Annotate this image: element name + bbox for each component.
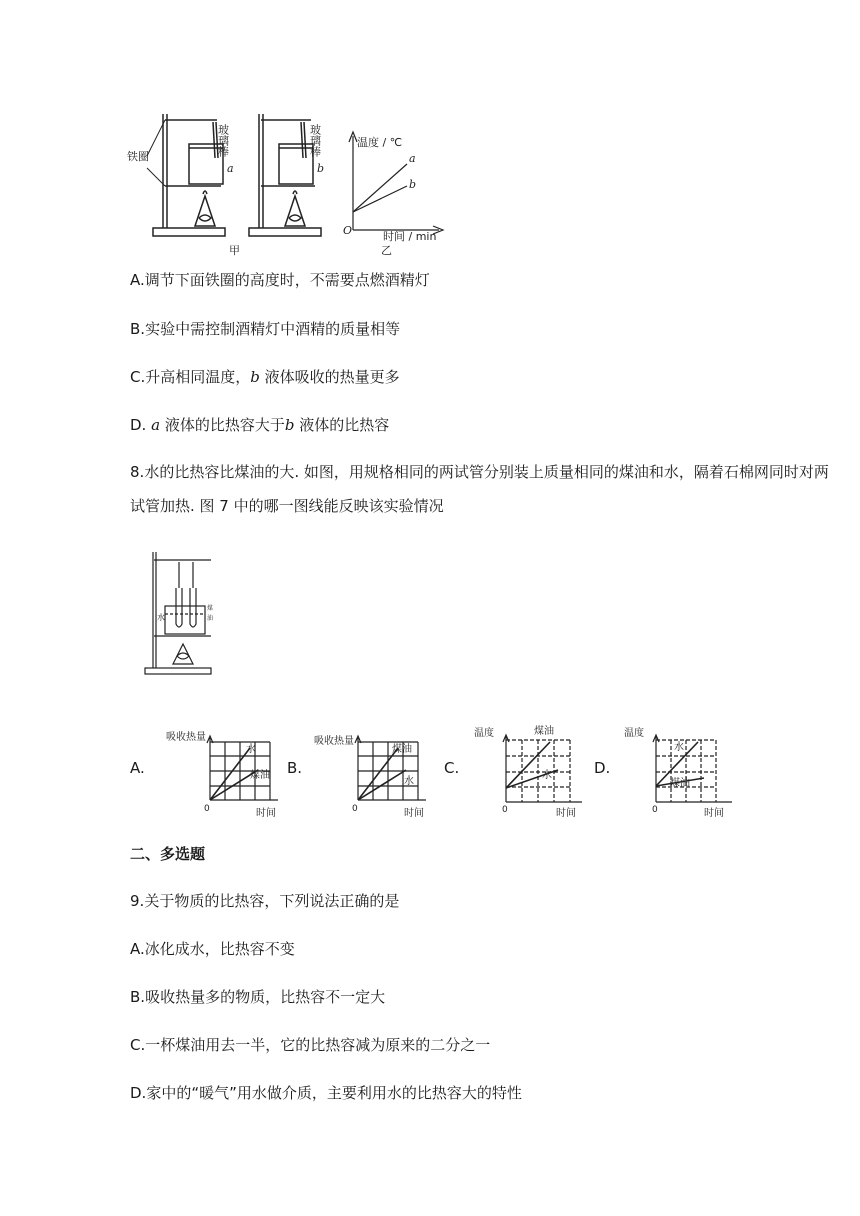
- q9-stem: [130, 890, 399, 912]
- graph-lower-label: 水: [542, 770, 552, 781]
- test-tube-apparatus-figure: [143, 548, 215, 678]
- heating-apparatus-figure: [125, 108, 445, 258]
- option-text-mid: 液体的比热容大于: [164, 416, 285, 434]
- option-letter: C.: [130, 1036, 146, 1054]
- option-text: 一杯煤油用去一半，它的比热容减为原来的二分之一: [145, 1036, 491, 1054]
- option-letter: B.: [130, 320, 146, 338]
- option-text-post: 液体的比热容: [299, 416, 390, 434]
- option-text-pre: 升高相同温度，: [145, 368, 251, 386]
- option-letter: A.: [130, 271, 145, 289]
- graph-label-b: b: [409, 178, 417, 191]
- graph-origin: 0: [352, 804, 358, 814]
- graph-ylabel: 吸收热量: [314, 736, 354, 747]
- q8-option-b-letter[interactable]: B.: [287, 759, 303, 777]
- label-glass-rod-2: 玻璃棒: [308, 124, 322, 157]
- graph-ylabel: 温度 / ℃: [357, 136, 403, 149]
- q8-option-a-letter[interactable]: A.: [130, 759, 145, 777]
- graph-label-a: a: [409, 152, 416, 165]
- graph-upper-label: 水: [674, 742, 684, 753]
- q8-stem: [130, 455, 830, 523]
- option-letter: C.: [130, 368, 146, 386]
- q9-option-d[interactable]: [130, 1082, 522, 1104]
- label-liquid-a: a: [227, 162, 234, 175]
- apparatus-label-oil-1: 煤: [207, 605, 214, 612]
- q8-option-d-graph[interactable]: [620, 722, 735, 820]
- graph-xlabel: 时间 / min: [383, 230, 437, 243]
- option-text: 冰化成水，比热容不变: [144, 940, 295, 958]
- question-number: 9.: [130, 892, 145, 910]
- apparatus-label-water: 水: [157, 613, 165, 622]
- graph-lower-label: 煤油: [670, 778, 690, 789]
- option-text: 吸收热量多的物质，比热容不一定大: [145, 988, 386, 1006]
- q8-option-b-graph[interactable]: [314, 728, 429, 820]
- section-title: 二、多选题: [130, 845, 206, 863]
- q7-option-a[interactable]: [130, 269, 430, 291]
- q7-option-c[interactable]: [130, 366, 400, 388]
- q8-option-c-letter[interactable]: C.: [444, 759, 460, 777]
- graph-line-b: [353, 186, 407, 212]
- q7-option-b[interactable]: [130, 318, 400, 340]
- graph-origin: 0: [652, 805, 658, 815]
- graph-xlabel: 时间: [404, 808, 424, 819]
- graph-upper-label: 水: [246, 744, 256, 755]
- question-text: 关于物质的比热容，下列说法正确的是: [144, 892, 400, 910]
- stand-a: [153, 114, 225, 236]
- option-var-b: b: [284, 416, 295, 434]
- q9-option-b[interactable]: [130, 986, 385, 1008]
- apparatus-label-oil-2: 油: [207, 615, 214, 622]
- option-var-a: a: [151, 416, 161, 434]
- graph-xlabel: 时间: [556, 808, 576, 819]
- option-text: 家中的“暖气”用水做介质，主要利用水的比热容大的特性: [146, 1084, 522, 1102]
- option-text: 调节下面铁圈的高度时，不需要点燃酒精灯: [144, 271, 430, 289]
- option-letter: D.: [130, 416, 147, 434]
- label-yi: 乙: [381, 244, 392, 257]
- graph-upper-label: 煤油: [392, 744, 412, 755]
- graph-ylabel: 吸收热量: [166, 732, 206, 743]
- label-glass-rod-1: 玻璃棒: [216, 124, 230, 157]
- q8-option-a-graph[interactable]: [166, 728, 281, 820]
- graph-line-a: [353, 164, 407, 212]
- option-text: 实验中需控制酒精灯中酒精的质量相等: [145, 320, 401, 338]
- q8-option-d-letter[interactable]: D.: [594, 759, 611, 777]
- graph-xlabel: 时间: [256, 808, 276, 819]
- option-letter: D.: [130, 1084, 147, 1102]
- label-tiequan: 铁圈: [127, 150, 149, 163]
- q9-option-c[interactable]: [130, 1034, 490, 1056]
- question-number: 8.: [130, 463, 145, 481]
- graph-upper-label: 煤油: [534, 726, 554, 737]
- graph-origin: 0: [204, 804, 210, 814]
- question-text: 水的比热容比煤油的大. 如图，用规格相同的两试管分别装上质量相同的煤油和水，隔着石棉网同时对两试管加热. 图 7 中的哪一图线能反映该实验情况: [130, 463, 829, 515]
- graph-lower-label: 水: [404, 776, 414, 787]
- option-text-post: 液体吸收的热量更多: [264, 368, 400, 386]
- label-liquid-b: b: [317, 162, 325, 175]
- graph-ylabel: 温度: [624, 728, 644, 739]
- option-letter: A.: [130, 940, 145, 958]
- graph-origin: O: [343, 224, 353, 237]
- label-jia: 甲: [229, 244, 240, 257]
- option-var-b: b: [250, 368, 260, 386]
- graph-lower-label: 煤油: [250, 770, 270, 781]
- option-letter: B.: [130, 988, 146, 1006]
- graph-xlabel: 时间: [704, 808, 724, 819]
- graph-ylabel: 温度: [474, 728, 494, 739]
- q9-option-a[interactable]: [130, 938, 295, 960]
- graph-origin: 0: [502, 805, 508, 815]
- q7-option-d[interactable]: [130, 414, 389, 436]
- q8-option-c-graph[interactable]: [470, 722, 585, 820]
